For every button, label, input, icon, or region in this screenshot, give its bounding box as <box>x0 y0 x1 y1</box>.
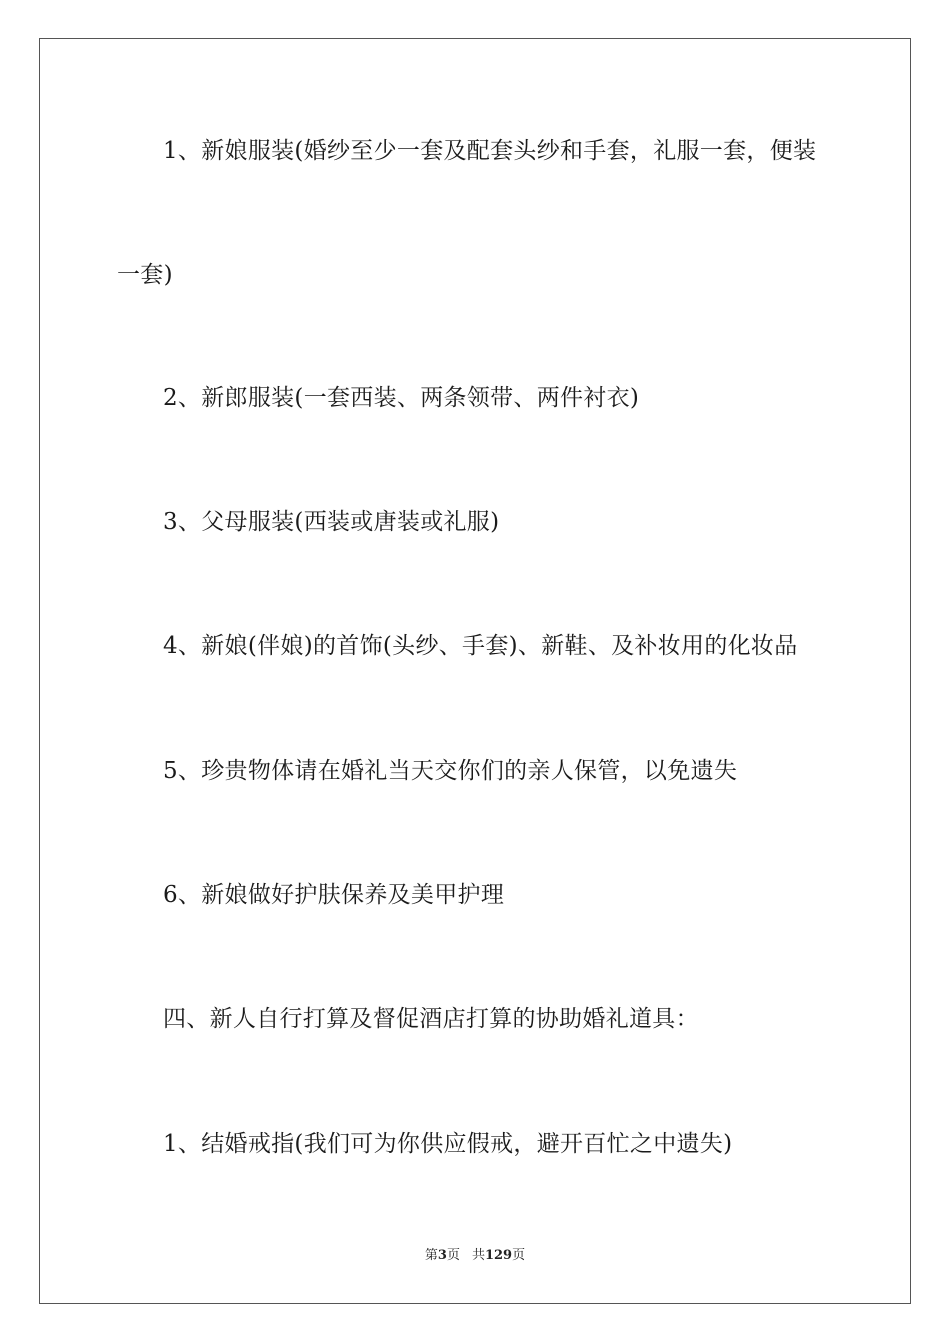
total-prefix: 共 <box>471 1248 485 1263</box>
paragraph-4: 4、新娘(伴娘)的首饰(头纱、手套)、新鞋、及补妆用的化妆品 <box>163 633 798 659</box>
paragraph-3: 3、父母服装(西装或唐装或礼服) <box>163 509 500 535</box>
total-pages: 129 <box>484 1248 513 1263</box>
total-suffix: 页 <box>512 1248 526 1263</box>
page-prefix: 第 <box>424 1248 438 1263</box>
paragraph-7: 1、结婚戒指(我们可为你供应假戒，避开百忙之中遗失) <box>163 1131 733 1157</box>
page-number: 3 <box>437 1248 447 1263</box>
paragraph-1: 1、新娘服装(婚纱至少一套及配套头纱和手套，礼服一套，便装 <box>163 138 817 164</box>
paragraph-2: 2、新郎服装(一套西装、两条领带、两件衬衣) <box>163 385 640 411</box>
section-heading-4: 四、新人自行打算及督促酒店打算的协助婚礼道具： <box>163 1006 699 1032</box>
page-suffix: 页 <box>446 1248 460 1263</box>
page-footer <box>0 1247 950 1265</box>
page-frame <box>39 38 911 1304</box>
paragraph-5: 5、珍贵物体请在婚礼当天交你们的亲人保管，以免遗失 <box>163 758 738 784</box>
paragraph-1-continued: 一套) <box>117 262 173 288</box>
paragraph-6: 6、新娘做好护肤保养及美甲护理 <box>163 882 505 908</box>
